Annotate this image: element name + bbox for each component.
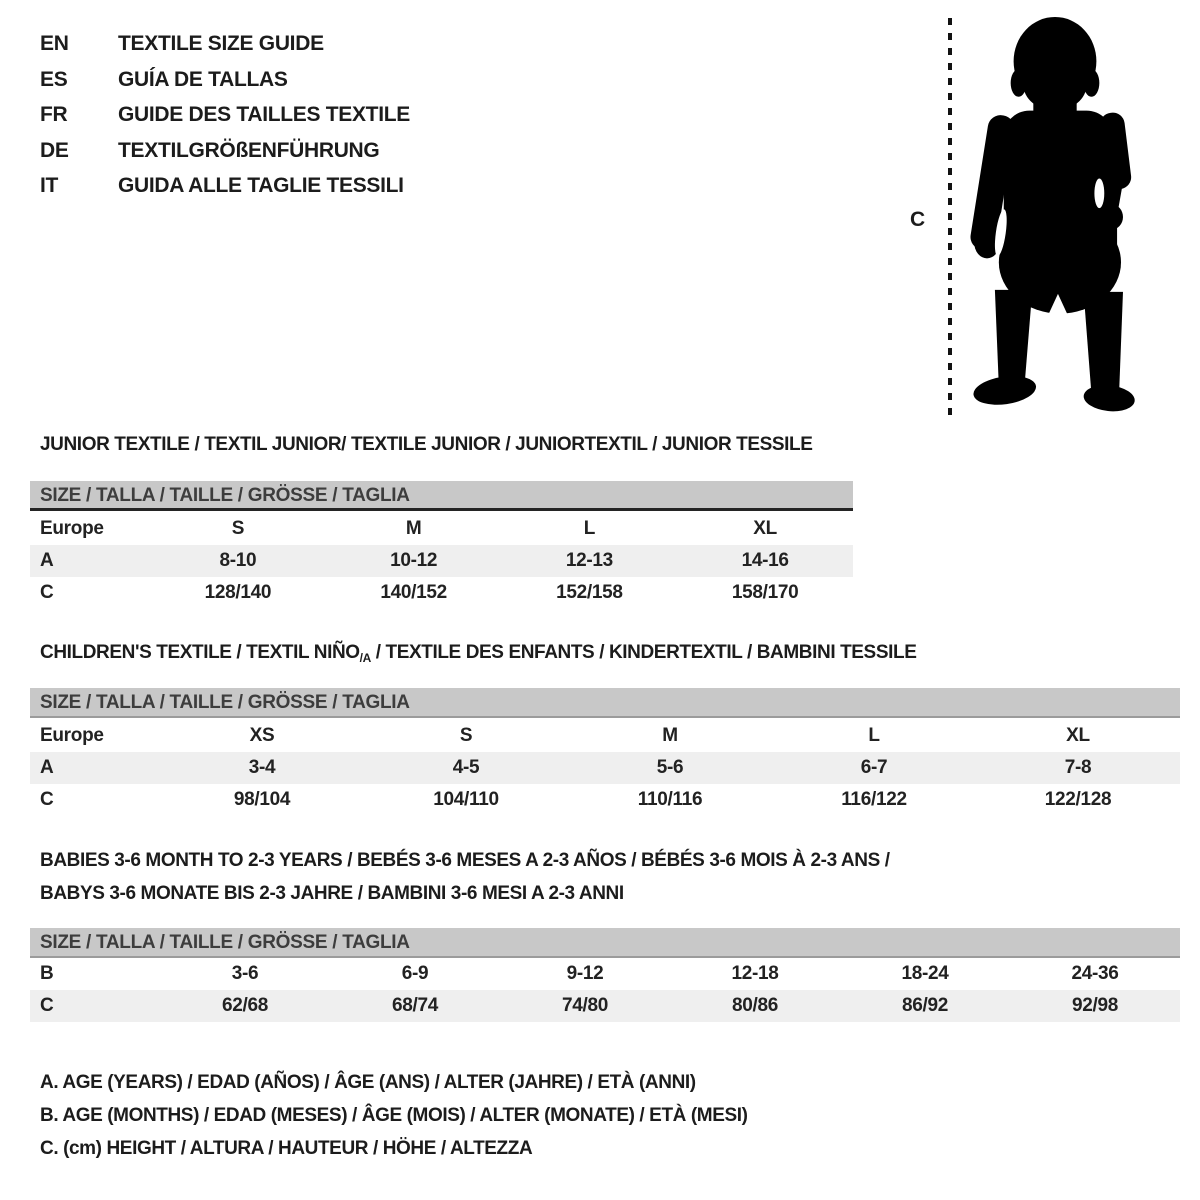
height-cell: 86/92 xyxy=(901,995,949,1016)
size-cell: M xyxy=(405,518,422,539)
language-guide-title: TEXTILGRÖßENFÜHRUNG xyxy=(118,138,380,162)
age-cell: 3-4 xyxy=(248,757,276,778)
age-cell: 10-12 xyxy=(390,550,438,571)
age-cell: 18-24 xyxy=(901,963,949,984)
height-cell: 152/158 xyxy=(556,582,623,603)
height-cell: 74/80 xyxy=(561,995,609,1016)
babies-title-line1: BABIES 3-6 MONTH TO 2-3 YEARS / BEBÉS 3-6 MESES A 2-3 AÑOS / BÉBÉS 3-6 MOIS À 2-3 ANS / xyxy=(40,850,890,871)
size-cell: M xyxy=(662,725,678,746)
language-guide-title: GUÍA DE TALLAS xyxy=(118,67,288,91)
junior-size-table xyxy=(30,513,853,609)
table-row xyxy=(30,752,1180,784)
height-cell: 80/86 xyxy=(731,995,779,1016)
babies-size-table xyxy=(30,958,1180,1022)
children-size-table xyxy=(30,720,1180,816)
measurement-legend xyxy=(40,1066,748,1166)
legend-line-c: C. (cm) HEIGHT / ALTURA / HAUTEUR / HÖHE / ALTEZZA xyxy=(40,1138,533,1160)
age-cell: 6-9 xyxy=(401,963,429,984)
row-label: Europe xyxy=(40,725,104,746)
language-row-es xyxy=(40,62,410,98)
row-label: C xyxy=(40,789,54,810)
height-cell: 92/98 xyxy=(1071,995,1119,1016)
language-title-list xyxy=(40,26,410,204)
language-guide-title: GUIDA ALLE TAGLIE TESSILI xyxy=(118,174,404,197)
babies-title-line2: BABYS 3-6 MONATE BIS 2-3 JAHRE / BAMBINI 3-6 MESI A 2-3 ANNI xyxy=(40,883,624,904)
language-row-it xyxy=(40,168,410,204)
children-section-title xyxy=(40,642,916,665)
table-row xyxy=(30,958,1180,990)
height-cell: 122/128 xyxy=(1044,789,1112,810)
row-label: Europe xyxy=(40,518,104,539)
age-cell: 24-36 xyxy=(1071,963,1119,984)
height-cell: 98/104 xyxy=(233,789,291,810)
height-cell: 68/74 xyxy=(391,995,439,1016)
table-row xyxy=(30,545,853,577)
size-cell: XL xyxy=(753,518,777,539)
size-cell: XS xyxy=(249,725,275,746)
table-row xyxy=(30,720,1180,752)
age-cell: 8-10 xyxy=(219,550,257,571)
age-cell: 3-6 xyxy=(231,963,259,984)
language-code: DE xyxy=(40,138,69,162)
size-cell: L xyxy=(868,725,880,746)
age-cell: 6-7 xyxy=(860,757,888,778)
language-code: FR xyxy=(40,103,68,126)
children-title-sub: /A xyxy=(359,651,371,665)
language-code: IT xyxy=(40,174,59,197)
table-row xyxy=(30,784,1180,816)
toddler-silhouette-icon xyxy=(968,14,1142,418)
row-label: C xyxy=(40,582,54,603)
age-cell: 5-6 xyxy=(656,757,684,778)
height-cell: 62/68 xyxy=(221,995,269,1016)
age-cell: 4-5 xyxy=(452,757,480,778)
language-code: EN xyxy=(40,32,69,55)
size-cell: S xyxy=(231,518,245,539)
table-row xyxy=(30,577,853,609)
table-row xyxy=(30,990,1180,1022)
children-title-post: / TEXTILE DES ENFANTS / KINDERTEXTIL / BAMBINI TESSILE xyxy=(370,642,917,663)
height-cell: 128/140 xyxy=(204,582,272,603)
height-measure-dashed-line xyxy=(948,18,952,415)
height-cell: 110/116 xyxy=(637,789,703,810)
junior-section-title: JUNIOR TEXTILE / TEXTIL JUNIOR/ TEXTILE JUNIOR / JUNIORTEXTIL / JUNIOR TESSILE xyxy=(40,434,813,455)
language-guide-title: GUIDE DES TAILLES TEXTILE xyxy=(118,103,410,126)
row-label: C xyxy=(40,995,54,1016)
height-cell: 116/122 xyxy=(841,789,907,810)
row-label: A xyxy=(40,757,54,778)
size-cell: S xyxy=(459,725,473,746)
age-cell: 12-13 xyxy=(565,550,613,571)
language-guide-title: TEXTILE SIZE GUIDE xyxy=(118,32,324,55)
table-row xyxy=(30,513,853,545)
children-title-pre: CHILDREN'S TEXTILE / TEXTIL NIÑO xyxy=(40,642,360,663)
age-cell: 9-12 xyxy=(566,963,604,984)
size-cell: L xyxy=(583,518,596,539)
language-row-fr xyxy=(40,97,410,133)
legend-line-a: A. AGE (YEARS) / EDAD (AÑOS) / ÂGE (ANS) / ALTER (JAHRE) / ETÀ (ANNI) xyxy=(40,1072,696,1093)
age-cell: 7-8 xyxy=(1064,757,1092,778)
height-label-c: C xyxy=(910,208,926,231)
size-cell: XL xyxy=(1066,725,1090,746)
legend-line-b: B. AGE (MONTHS) / EDAD (MESES) / ÂGE (MOIS) / ALTER (MONATE) / ETÀ (MESI) xyxy=(40,1105,748,1127)
babies-section-title xyxy=(40,844,890,910)
language-row-de xyxy=(40,133,410,169)
height-cell: 104/110 xyxy=(433,789,499,810)
height-cell: 140/152 xyxy=(380,582,447,603)
children-size-header-bar: SIZE / TALLA / TAILLE / GRÖSSE / TAGLIA xyxy=(30,688,1180,718)
age-cell: 12-18 xyxy=(731,963,779,984)
age-cell: 14-16 xyxy=(741,550,789,571)
language-code: ES xyxy=(40,67,68,91)
language-row-en xyxy=(40,26,410,62)
babies-size-header-bar: SIZE / TALLA / TAILLE / GRÖSSE / TAGLIA xyxy=(30,928,1180,958)
height-cell: 158/170 xyxy=(731,582,799,603)
junior-size-header-bar: SIZE / TALLA / TAILLE / GRÖSSE / TAGLIA xyxy=(30,481,853,511)
row-label: B xyxy=(40,963,54,984)
row-label: A xyxy=(40,550,54,571)
